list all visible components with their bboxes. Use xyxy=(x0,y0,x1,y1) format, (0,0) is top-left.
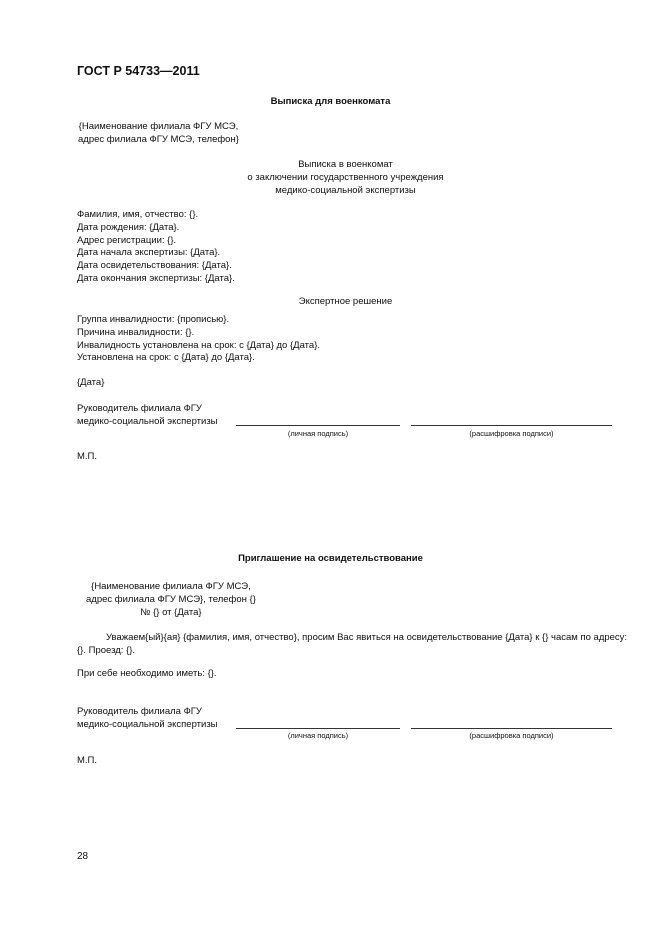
section2-signer-line1: Руководитель филиала ФГУ xyxy=(77,706,202,717)
field-exam-end-date: Дата окончания экспертизы: {Дата}. xyxy=(77,272,235,284)
field-disability-group: Группа инвалидности: {прописью}. xyxy=(77,314,230,325)
section1-heading-line3: медико-социальной экспертизы xyxy=(275,184,416,196)
section1-stamp: М.П. xyxy=(77,451,98,462)
field-disability-term: Инвалидность установлена на срок: с {Дата} до {Дата}. xyxy=(77,339,321,351)
section2-org-line1: {Наименование филиала ФГУ МСЭ, xyxy=(91,581,251,592)
section1-date: {Дата} xyxy=(77,377,105,388)
field-birth-date: Дата рождения: {Дата}. xyxy=(77,221,180,233)
section2-signature-line xyxy=(236,728,400,729)
invitation-body-text: Уважаем{ый}{ая} {фамилия, имя, отчество}, просим Вас явиться на освидетельствование {Дата} к {} часам по адресу: {}. Проезд: {}. xyxy=(77,632,628,656)
field-exam-start-date: Дата начала экспертизы: {Дата}. xyxy=(77,247,221,259)
section1-signer-line1: Руководитель филиала ФГУ xyxy=(77,403,202,414)
document-number: ГОСТ Р 54733—2011 xyxy=(77,64,200,78)
section1-signature-line xyxy=(236,425,400,426)
section1-heading-line1: Выписка в военкомат xyxy=(298,159,393,170)
section1-signer-line2: медико-социальной экспертизы xyxy=(77,415,218,427)
section2-signer-line2: медико-социальной экспертизы xyxy=(77,718,218,730)
section1-title: Выписка для военкомата xyxy=(270,96,391,107)
section1-signature-caption: (личная подпись) xyxy=(287,429,349,438)
field-disability-cause: Причина инвалидности: {}. xyxy=(77,326,195,338)
section2-signature-caption: (личная подпись) xyxy=(287,731,349,740)
section1-org-line2: адрес филиала ФГУ МСЭ, телефон} xyxy=(78,133,239,145)
section2-transcript-caption: (расшифровка подписи) xyxy=(469,731,554,740)
decision-fields xyxy=(77,314,320,365)
section1-transcript-line xyxy=(411,425,612,426)
field-registration-address: Адрес регистрации: {}. xyxy=(77,234,177,246)
field-full-name: Фамилия, имя, отчество: {}. xyxy=(77,209,199,220)
section1-fields xyxy=(77,209,235,286)
section2-stamp: М.П. xyxy=(77,755,98,766)
page-number: 28 xyxy=(77,851,89,862)
section2-org-block xyxy=(86,581,256,619)
section2-signer xyxy=(77,706,218,732)
decision-heading: Экспертное решение xyxy=(298,296,393,307)
section1-heading xyxy=(15,159,661,197)
field-examination-date: Дата освидетельствования: {Дата}. xyxy=(77,260,232,272)
section2-org-line2: адрес филиала ФГУ МСЭ}, телефон {} xyxy=(86,593,256,605)
field-established-term: Установлена на срок: с {Дата} до {Дата}. xyxy=(77,352,255,364)
section1-signer xyxy=(77,403,218,429)
section1-org-line1: {Наименование филиала ФГУ МСЭ, xyxy=(78,121,239,132)
section1-org-block xyxy=(78,121,239,147)
section2-org-line3: № {} от {Дата} xyxy=(140,606,202,618)
section1-transcript-caption: (расшифровка подписи) xyxy=(469,429,554,438)
section2-title: Приглашение на освидетельствование xyxy=(238,553,423,564)
section2-transcript-line xyxy=(411,728,612,729)
bring-documents-text: При себе необходимо иметь: {}. xyxy=(77,668,217,679)
section1-heading-line2: о заключении государственного учреждения xyxy=(247,171,444,183)
